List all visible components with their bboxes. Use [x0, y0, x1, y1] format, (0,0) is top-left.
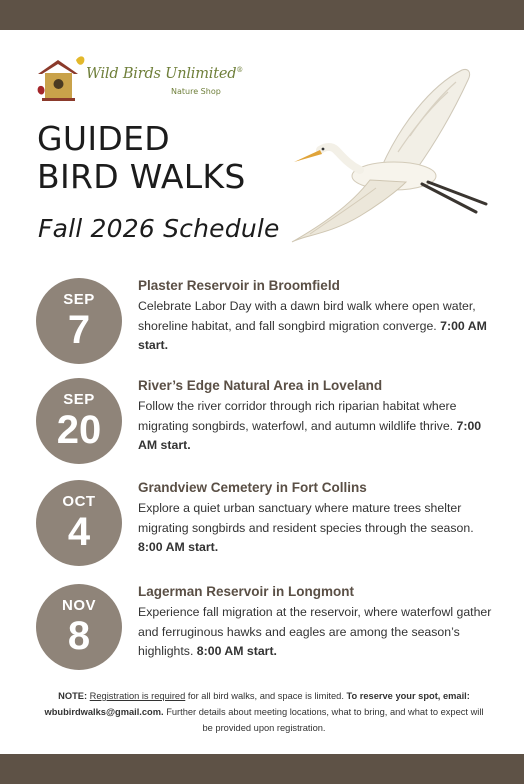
- event-description: Celebrate Labor Day with a dawn bird walk where open water, shoreline habitat, and fall songbird migration converge. 7:00 AM start.: [138, 299, 487, 352]
- registration-required-link[interactable]: Registration is required: [89, 691, 186, 701]
- date-badge: [36, 278, 122, 364]
- note-details: Further details about meeting locations, what to bring, and what to expect will be provided upon registration.: [166, 707, 484, 733]
- date-month: SEP: [63, 291, 95, 308]
- date-day: 4: [67, 510, 91, 554]
- event-start-time: 7:00 AM start.: [138, 418, 482, 452]
- date-badge: [36, 480, 122, 566]
- date-day: 7: [67, 308, 91, 352]
- brand-subtitle: Nature Shop: [171, 87, 221, 96]
- event-title: River’s Edge Natural Area in Loveland: [138, 378, 383, 393]
- page-title: [37, 120, 246, 196]
- date-day: 20: [56, 408, 102, 452]
- registration-note: [44, 688, 484, 736]
- brand-logo: [36, 52, 244, 104]
- date-badge: [36, 378, 122, 464]
- date-month: NOV: [61, 597, 96, 614]
- reserve-email-text: To reserve your spot, email: wbubirdwalks@gmail.com.: [44, 691, 470, 717]
- event-item: [36, 278, 496, 368]
- event-item: [36, 480, 496, 570]
- top-band: [0, 0, 524, 30]
- bottom-band: [0, 754, 524, 784]
- title-line-2: BIRD WALKS: [37, 157, 246, 196]
- schedule-subtitle: Fall 2026 Schedule: [38, 214, 280, 243]
- event-item: [36, 378, 496, 468]
- title-line-1: GUIDED: [37, 119, 170, 158]
- birdhouse-logo-icon: [36, 52, 86, 104]
- egret-illustration: [290, 66, 490, 252]
- event-start-time: 7:00 AM start.: [138, 318, 487, 352]
- date-badge: [36, 584, 122, 670]
- event-item: [36, 584, 496, 674]
- event-start-time: 8:00 AM start.: [196, 644, 277, 658]
- date-month: SEP: [63, 391, 95, 408]
- event-description: Experience fall migration at the reservoir, where waterfowl gather and ferruginous hawks and eagles are among the season’s highlights. 8:00 AM start.: [138, 605, 492, 658]
- event-title: Lagerman Reservoir in Longmont: [138, 584, 355, 599]
- note-text: for all bird walks, and space is limited.: [187, 691, 344, 701]
- event-title: Grandview Cemetery in Fort Collins: [138, 480, 367, 495]
- note-label: NOTE:: [58, 691, 88, 701]
- event-description: Explore a quiet urban sanctuary where mature trees shelter migrating songbirds and resident species through the season. 8:00 AM start.: [138, 501, 474, 554]
- date-month: OCT: [62, 493, 96, 510]
- event-title: Plaster Reservoir in Broomfield: [138, 278, 340, 293]
- brand-name: Wild Birds Unlimited®: [86, 66, 244, 82]
- event-start-time: 8:00 AM start.: [138, 540, 219, 554]
- date-day: 8: [67, 614, 91, 658]
- event-description: Follow the river corridor through rich riparian habitat where migrating songbirds, waterfowl, and autumn wildlife thrive. 7:00 AM start.: [138, 399, 482, 452]
